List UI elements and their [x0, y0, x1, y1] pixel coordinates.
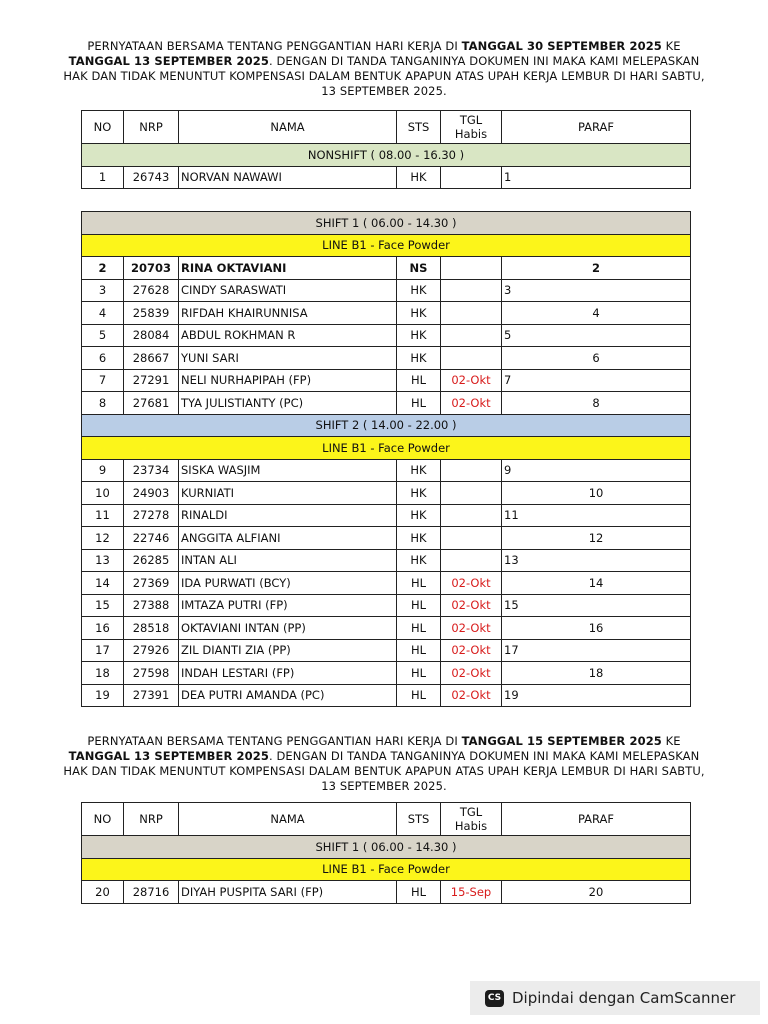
cell-paraf: 3	[502, 279, 691, 302]
table-row	[82, 881, 691, 904]
cell-nama: NELI NURHAPIPAH (FP)	[179, 369, 397, 392]
table-row	[82, 549, 691, 572]
cell-nrp: 27291	[124, 369, 179, 392]
cell-tgl-habis	[441, 482, 502, 505]
cell-nrp: 20703	[124, 257, 179, 280]
cell-tgl-habis	[441, 459, 502, 482]
cell-sts: HL	[397, 617, 441, 640]
header-nrp: NRP	[124, 111, 179, 144]
statement-2	[60, 734, 708, 794]
header-paraf: PARAF	[502, 803, 691, 836]
cell-nrp: 28084	[124, 324, 179, 347]
table-header	[82, 111, 691, 144]
cell-nrp: 23734	[124, 459, 179, 482]
cell-paraf: 9	[502, 459, 691, 482]
cell-nrp: 27598	[124, 662, 179, 685]
header-tgl: TGL	[459, 113, 483, 127]
cell-paraf: 18	[502, 662, 691, 685]
cell-nrp: 27628	[124, 279, 179, 302]
cell-nama: CINDY SARASWATI	[179, 279, 397, 302]
cell-paraf: 19	[502, 684, 691, 707]
cell-nama: RIFDAH KHAIRUNNISA	[179, 302, 397, 325]
cell-sts: HK	[397, 166, 441, 189]
cell-paraf: 14	[502, 572, 691, 595]
cell-paraf: 7	[502, 369, 691, 392]
cell-tgl-habis: 02-Okt	[441, 684, 502, 707]
cell-nama: ZIL DIANTI ZIA (PP)	[179, 639, 397, 662]
cell-nama: YUNI SARI	[179, 347, 397, 370]
cell-nama: DIYAH PUSPITA SARI (FP)	[179, 881, 397, 904]
table-row	[82, 369, 691, 392]
cell-tgl-habis: 02-Okt	[441, 594, 502, 617]
header-tgl-habis	[441, 803, 502, 836]
statement-1-text-end: . DENGAN DI TANDA TANGANINYA DOKUMEN INI MAKA KAMI MELEPASKAN HAK DAN TIDAK MENUNTUT KOMPENSASI DALAM BENTUK APAPUN ATAS UPAH KERJA LEMBUR DI HARI SABTU, 13 SEPTEMBER 2025.	[63, 54, 705, 98]
table-nonshift	[81, 110, 691, 189]
table-row	[82, 324, 691, 347]
cell-nrp: 27388	[124, 594, 179, 617]
cell-tgl-habis: 02-Okt	[441, 639, 502, 662]
statement-2-date-to: TANGGAL 13 SEPTEMBER 2025	[68, 749, 269, 763]
cell-sts: HL	[397, 594, 441, 617]
statement-1-text: PERNYATAAN BERSAMA TENTANG PENGGANTIAN HARI KERJA DI	[87, 39, 462, 53]
cell-nrp: 26743	[124, 166, 179, 189]
cell-tgl-habis: 15-Sep	[441, 881, 502, 904]
band-line-b1: LINE B1 - Face Powder	[82, 437, 691, 460]
band-line-b1: LINE B1 - Face Powder	[82, 234, 691, 257]
cell-nama: KURNIATI	[179, 482, 397, 505]
cell-sts: HK	[397, 347, 441, 370]
cell-no: 7	[82, 369, 124, 392]
cell-sts: HK	[397, 459, 441, 482]
header-habis: Habis	[454, 819, 488, 833]
cell-nrp: 27278	[124, 504, 179, 527]
header-nama: NAMA	[179, 803, 397, 836]
table-row	[82, 617, 691, 640]
camscanner-text: Dipindai dengan CamScanner	[512, 989, 736, 1007]
cell-paraf: 1	[502, 166, 691, 189]
cell-nama: DEA PUTRI AMANDA (PC)	[179, 684, 397, 707]
header-paraf: PARAF	[502, 111, 691, 144]
table-row	[82, 302, 691, 325]
cell-no: 10	[82, 482, 124, 505]
statement-2-text-mid: KE	[661, 734, 681, 748]
cell-nrp: 28518	[124, 617, 179, 640]
cell-nama: RINALDI	[179, 504, 397, 527]
cell-nrp: 22746	[124, 527, 179, 550]
cell-nama: IMTAZA PUTRI (FP)	[179, 594, 397, 617]
cell-no: 9	[82, 459, 124, 482]
cell-paraf: 15	[502, 594, 691, 617]
cell-sts: HK	[397, 527, 441, 550]
table-row	[82, 347, 691, 370]
band-shift-1: SHIFT 1 ( 06.00 - 14.30 )	[82, 212, 691, 235]
table-row	[82, 684, 691, 707]
camscanner-footer	[470, 981, 760, 1015]
cell-sts: HL	[397, 369, 441, 392]
cell-tgl-habis	[441, 279, 502, 302]
cell-paraf: 4	[502, 302, 691, 325]
camscanner-logo-icon: CS	[485, 990, 504, 1007]
table-row	[82, 482, 691, 505]
cell-no: 5	[82, 324, 124, 347]
cell-no: 17	[82, 639, 124, 662]
cell-nrp: 27391	[124, 684, 179, 707]
cell-nama: NORVAN NAWAWI	[179, 166, 397, 189]
table-row	[82, 527, 691, 550]
cell-sts: HL	[397, 572, 441, 595]
cell-tgl-habis: 02-Okt	[441, 617, 502, 640]
cell-nama: ANGGITA ALFIANI	[179, 527, 397, 550]
cell-tgl-habis: 02-Okt	[441, 572, 502, 595]
cell-nrp: 27681	[124, 392, 179, 415]
statement-1	[60, 39, 708, 99]
cell-paraf: 20	[502, 881, 691, 904]
cell-nrp: 25839	[124, 302, 179, 325]
cell-sts: HL	[397, 662, 441, 685]
band-line-b1: LINE B1 - Face Powder	[82, 858, 691, 881]
cell-paraf: 8	[502, 392, 691, 415]
cell-nrp: 27926	[124, 639, 179, 662]
cell-nama: TYA JULISTIANTY (PC)	[179, 392, 397, 415]
cell-tgl-habis	[441, 347, 502, 370]
cell-nrp: 27369	[124, 572, 179, 595]
cell-no: 18	[82, 662, 124, 685]
header-tgl: TGL	[459, 805, 483, 819]
statement-2-text-end: . DENGAN DI TANDA TANGANINYA DOKUMEN INI MAKA KAMI MELEPASKAN HAK DAN TIDAK MENUNTUT KOMPENSASI DALAM BENTUK APAPUN ATAS UPAH KERJA LEMBUR DI HARI SABTU, 13 SEPTEMBER 2025.	[63, 749, 705, 793]
cell-nama: ABDUL ROKHMAN R	[179, 324, 397, 347]
table-row	[82, 639, 691, 662]
cell-nrp: 28667	[124, 347, 179, 370]
cell-no: 19	[82, 684, 124, 707]
cell-no: 12	[82, 527, 124, 550]
cell-tgl-habis	[441, 324, 502, 347]
header-habis: Habis	[454, 127, 488, 141]
cell-nama: IDA PURWATI (BCY)	[179, 572, 397, 595]
table-shifts	[81, 211, 691, 707]
cell-no: 8	[82, 392, 124, 415]
statement-1-date-to: TANGGAL 13 SEPTEMBER 2025	[68, 54, 269, 68]
cell-no: 2	[82, 257, 124, 280]
cell-nama: INDAH LESTARI (FP)	[179, 662, 397, 685]
cell-no: 1	[82, 166, 124, 189]
cell-tgl-habis	[441, 549, 502, 572]
cell-paraf: 11	[502, 504, 691, 527]
table-shift-1-second	[81, 802, 691, 904]
cell-sts: HL	[397, 392, 441, 415]
cell-no: 4	[82, 302, 124, 325]
band-shift-2: SHIFT 2 ( 14.00 - 22.00 )	[82, 414, 691, 437]
statement-1-text-mid: KE	[661, 39, 681, 53]
cell-nrp: 24903	[124, 482, 179, 505]
cell-tgl-habis: 02-Okt	[441, 662, 502, 685]
cell-paraf: 2	[502, 257, 691, 280]
cell-paraf: 10	[502, 482, 691, 505]
table-row	[82, 257, 691, 280]
statement-2-date-from: TANGGAL 15 SEPTEMBER 2025	[461, 734, 662, 748]
table-row	[82, 166, 691, 189]
cell-nama: SISKA WASJIM	[179, 459, 397, 482]
cell-nrp: 28716	[124, 881, 179, 904]
cell-no: 13	[82, 549, 124, 572]
cell-tgl-habis: 02-Okt	[441, 369, 502, 392]
cell-paraf: 16	[502, 617, 691, 640]
cell-tgl-habis: 02-Okt	[441, 392, 502, 415]
table-row	[82, 572, 691, 595]
cell-tgl-habis	[441, 302, 502, 325]
band-nonshift: NONSHIFT ( 08.00 - 16.30 )	[82, 144, 691, 167]
header-nama: NAMA	[179, 111, 397, 144]
band-shift-1: SHIFT 1 ( 06.00 - 14.30 )	[82, 836, 691, 859]
cell-tgl-habis	[441, 166, 502, 189]
cell-paraf: 12	[502, 527, 691, 550]
cell-nama: OKTAVIANI INTAN (PP)	[179, 617, 397, 640]
cell-no: 20	[82, 881, 124, 904]
cell-paraf: 13	[502, 549, 691, 572]
cell-sts: HK	[397, 482, 441, 505]
cell-paraf: 17	[502, 639, 691, 662]
table-header	[82, 803, 691, 836]
table-row	[82, 662, 691, 685]
table-row	[82, 459, 691, 482]
cell-sts: HK	[397, 279, 441, 302]
cell-tgl-habis	[441, 504, 502, 527]
cell-no: 11	[82, 504, 124, 527]
header-nrp: NRP	[124, 803, 179, 836]
header-sts: STS	[397, 111, 441, 144]
cell-nama: INTAN ALI	[179, 549, 397, 572]
cell-sts: HK	[397, 504, 441, 527]
cell-no: 16	[82, 617, 124, 640]
cell-paraf: 6	[502, 347, 691, 370]
cell-sts: HL	[397, 684, 441, 707]
cell-no: 3	[82, 279, 124, 302]
cell-no: 14	[82, 572, 124, 595]
cell-sts: HL	[397, 639, 441, 662]
header-tgl-habis	[441, 111, 502, 144]
cell-nama: RINA OKTAVIANI	[179, 257, 397, 280]
statement-2-text: PERNYATAAN BERSAMA TENTANG PENGGANTIAN HARI KERJA DI	[87, 734, 462, 748]
table-row	[82, 504, 691, 527]
cell-tgl-habis	[441, 257, 502, 280]
header-sts: STS	[397, 803, 441, 836]
cell-sts: HK	[397, 549, 441, 572]
statement-1-date-from: TANGGAL 30 SEPTEMBER 2025	[461, 39, 662, 53]
cell-nrp: 26285	[124, 549, 179, 572]
cell-sts: HL	[397, 881, 441, 904]
cell-no: 15	[82, 594, 124, 617]
cell-tgl-habis	[441, 527, 502, 550]
header-no: NO	[82, 803, 124, 836]
table-row	[82, 392, 691, 415]
table-row	[82, 279, 691, 302]
cell-sts: HK	[397, 302, 441, 325]
cell-paraf: 5	[502, 324, 691, 347]
table-row	[82, 594, 691, 617]
header-no: NO	[82, 111, 124, 144]
cell-no: 6	[82, 347, 124, 370]
cell-sts: HK	[397, 324, 441, 347]
cell-sts: NS	[397, 257, 441, 280]
